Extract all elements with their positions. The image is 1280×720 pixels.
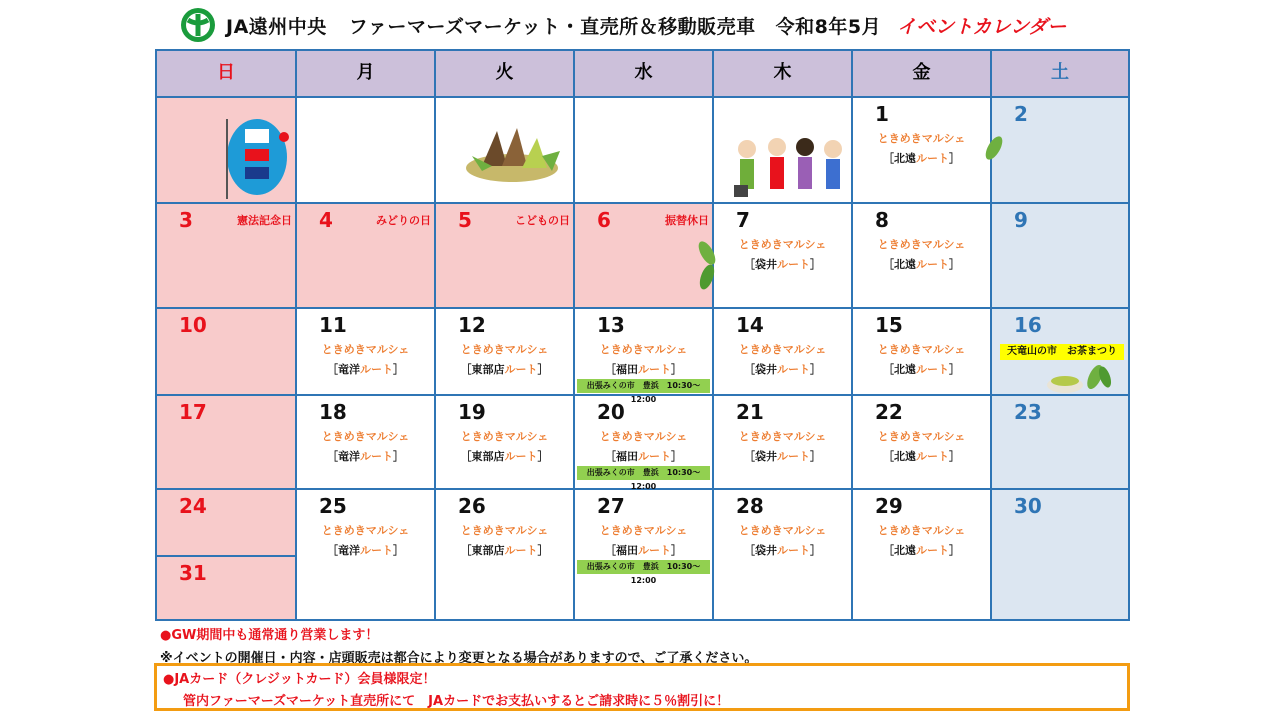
- event-name: ときめきマルシェ: [321, 430, 410, 443]
- holiday-label: みどりの日: [376, 214, 431, 227]
- route-name: 東部店: [471, 450, 505, 463]
- day-number: 23: [1014, 400, 1042, 424]
- bracket-open: ［: [605, 450, 616, 463]
- day-cell-1[interactable]: [853, 98, 992, 204]
- event-name: ときめきマルシェ: [738, 430, 827, 443]
- day-number: 20: [597, 400, 625, 424]
- route-name: 東部店: [471, 363, 505, 376]
- route-label: [853, 150, 990, 166]
- day-number: 9: [1014, 208, 1028, 232]
- day-cell-2[interactable]: [992, 98, 1130, 204]
- day-cell-20[interactable]: [575, 396, 714, 490]
- market-bar: 出張みくの市 豊浜 10:30～12:00: [577, 379, 710, 393]
- route-name: 北遠: [894, 450, 916, 463]
- period-label: 令和8年5月: [775, 15, 882, 38]
- event-name: ときめきマルシェ: [460, 524, 549, 537]
- route-name: 福田: [616, 450, 638, 463]
- bracket-open: ［: [744, 450, 755, 463]
- bracket-open: ［: [883, 544, 894, 557]
- bracket-close: ］: [949, 450, 960, 463]
- page-title: ファーマーズマーケット・直売所＆移動販売車: [348, 15, 756, 38]
- route-suffix: ルート: [360, 450, 393, 463]
- day-number: 16: [1014, 313, 1042, 337]
- route-name: 東部店: [471, 544, 505, 557]
- day-cell-24[interactable]: [157, 490, 297, 557]
- bracket-close: ］: [393, 363, 404, 376]
- bracket-open: ［: [883, 152, 894, 165]
- route-label: [853, 448, 990, 464]
- day-number: 8: [875, 208, 889, 232]
- event-name: ときめきマルシェ: [599, 430, 688, 443]
- route-label: [436, 361, 573, 377]
- day-cell-21[interactable]: [714, 396, 853, 490]
- ja-card-promo: [154, 663, 1130, 711]
- route-suffix: ルート: [638, 450, 671, 463]
- header: [178, 6, 1138, 44]
- gw-notice: ●GW期間中も通常通り営業します！: [160, 628, 379, 643]
- bracket-close: ］: [537, 544, 549, 557]
- event-name: ときめきマルシェ: [599, 524, 688, 537]
- day-number: 24: [179, 494, 207, 518]
- bracket-close: ］: [671, 450, 682, 463]
- route-label: [714, 542, 851, 558]
- route-suffix: ルート: [777, 544, 810, 557]
- route-name: 袋井: [755, 450, 777, 463]
- day-cell-31[interactable]: [157, 557, 297, 621]
- bracket-close: ］: [949, 363, 960, 376]
- koinobori-icon: [222, 109, 292, 199]
- calendar-subtitle: イベントカレンダー: [897, 15, 1067, 38]
- ja-logo-icon: [178, 6, 218, 44]
- bracket-open: ［: [883, 363, 894, 376]
- event-name: ときめきマルシェ: [877, 430, 966, 443]
- weekday-header: 水: [575, 51, 714, 98]
- route-suffix: ルート: [916, 152, 949, 165]
- route-suffix: ルート: [916, 258, 949, 271]
- bracket-open: ［: [327, 363, 338, 376]
- bracket-close: ］: [949, 258, 960, 271]
- weekday-header: 火: [436, 51, 575, 98]
- route-label: [853, 542, 990, 558]
- day-number: 13: [597, 313, 625, 337]
- day-number: 6: [597, 208, 611, 232]
- route-label: [297, 542, 434, 558]
- day-cell-22[interactable]: [853, 396, 992, 490]
- bracket-open: ［: [883, 450, 894, 463]
- route-label: [575, 542, 712, 558]
- day-number: 17: [179, 400, 207, 424]
- route-name: 北遠: [894, 544, 916, 557]
- day-cell-26[interactable]: [436, 490, 575, 621]
- bracket-close: ］: [671, 363, 682, 376]
- weekday-header: 日: [157, 51, 297, 98]
- route-name: 北遠: [894, 363, 916, 376]
- day-number: 14: [736, 313, 764, 337]
- route-suffix: ルート: [777, 450, 810, 463]
- route-suffix: ルート: [638, 363, 671, 376]
- day-cell-18[interactable]: [297, 396, 436, 490]
- bracket-close: ］: [537, 363, 549, 376]
- day-cell-15[interactable]: [853, 309, 992, 396]
- day-cell-5[interactable]: [436, 204, 575, 309]
- day-cell-14[interactable]: [714, 309, 853, 396]
- day-cell-7[interactable]: [714, 204, 853, 309]
- event-name: ときめきマルシェ: [877, 238, 966, 251]
- day-number: 12: [458, 313, 486, 337]
- route-suffix: ルート: [916, 544, 949, 557]
- bracket-open: ［: [460, 544, 472, 557]
- route-name: 北遠: [894, 152, 916, 165]
- day-number: 11: [319, 313, 347, 337]
- weekday-header: 月: [297, 51, 436, 98]
- bracket-close: ］: [671, 544, 682, 557]
- event-name: ときめきマルシェ: [877, 343, 966, 356]
- day-number: 15: [875, 313, 903, 337]
- day-cell-10[interactable]: [157, 309, 297, 396]
- weekday-header: 土: [992, 51, 1130, 98]
- market-bar: 出張みくの市 豊浜 10:30～12:00: [577, 466, 710, 480]
- tea-leaf-icon: [979, 133, 1009, 163]
- route-label: [853, 361, 990, 377]
- day-cell-11[interactable]: [297, 309, 436, 396]
- event-name: ときめきマルシェ: [877, 132, 966, 145]
- event-name: ときめきマルシェ: [321, 343, 410, 356]
- bracket-open: ［: [744, 544, 755, 557]
- day-number: 7: [736, 208, 750, 232]
- route-label: [297, 448, 434, 464]
- market-bar: 出張みくの市 豊浜 10:30～12:00: [577, 560, 710, 574]
- day-cell-3[interactable]: [157, 204, 297, 309]
- route-name: 袋井: [755, 544, 777, 557]
- bracket-close: ］: [810, 450, 821, 463]
- route-label: [575, 448, 712, 464]
- empty-cell: [575, 98, 714, 204]
- bracket-open: ［: [744, 258, 755, 271]
- calendar-grid: [155, 49, 1130, 621]
- org-name: JA遠州中央: [226, 15, 327, 38]
- event-name: ときめきマルシェ: [738, 524, 827, 537]
- day-number: 3: [179, 208, 193, 232]
- weekday-header: 金: [853, 51, 992, 98]
- route-suffix: ルート: [360, 363, 393, 376]
- route-label: [714, 448, 851, 464]
- bracket-close: ］: [810, 544, 821, 557]
- bracket-open: ［: [744, 363, 755, 376]
- day-number: 2: [1014, 102, 1028, 126]
- route-label: [714, 361, 851, 377]
- promo-title: ●JAカード（クレジットカード）会員様限定！: [163, 672, 436, 687]
- bracket-close: ］: [810, 258, 821, 271]
- day-number: 5: [458, 208, 472, 232]
- day-number: 28: [736, 494, 764, 518]
- day-number: 26: [458, 494, 486, 518]
- bracket-close: ］: [393, 450, 404, 463]
- promo-detail: 管内ファーマーズマーケット直売所にて JAカードでお支払いするとご請求時に５％割引に！: [183, 694, 730, 709]
- day-cell-19[interactable]: [436, 396, 575, 490]
- day-cell-12[interactable]: [436, 309, 575, 396]
- day-cell-25[interactable]: [297, 490, 436, 621]
- route-label: [436, 448, 573, 464]
- day-cell-28[interactable]: [714, 490, 853, 621]
- day-cell-8[interactable]: [853, 204, 992, 309]
- bracket-close: ］: [810, 363, 821, 376]
- route-name: 竜洋: [338, 544, 360, 557]
- bracket-open: ［: [327, 450, 338, 463]
- route-name: 竜洋: [338, 450, 360, 463]
- day-cell-23[interactable]: [992, 396, 1130, 490]
- bamboo-shoot-icon: [462, 126, 562, 186]
- day-number: 22: [875, 400, 903, 424]
- day-number: 1: [875, 102, 889, 126]
- route-suffix: ルート: [504, 544, 538, 557]
- route-name: 北遠: [894, 258, 916, 271]
- route-name: 袋井: [755, 258, 777, 271]
- route-label: [297, 361, 434, 377]
- route-label: [436, 542, 573, 558]
- holiday-label: こどもの日: [515, 214, 570, 227]
- weekday-header: 木: [714, 51, 853, 98]
- route-suffix: ルート: [777, 258, 810, 271]
- day-cell-17[interactable]: [157, 396, 297, 490]
- day-number: 31: [179, 561, 207, 585]
- day-number: 18: [319, 400, 347, 424]
- route-suffix: ルート: [504, 450, 538, 463]
- route-suffix: ルート: [360, 544, 393, 557]
- event-name: ときめきマルシェ: [460, 430, 549, 443]
- day-number: 30: [1014, 494, 1042, 518]
- route-suffix: ルート: [916, 363, 949, 376]
- event-name: ときめきマルシェ: [738, 343, 827, 356]
- route-suffix: ルート: [504, 363, 538, 376]
- route-suffix: ルート: [777, 363, 810, 376]
- notes: [160, 624, 757, 666]
- day-number: 10: [179, 313, 207, 337]
- bracket-close: ］: [949, 544, 960, 557]
- route-suffix: ルート: [638, 544, 671, 557]
- route-name: 袋井: [755, 363, 777, 376]
- bracket-close: ］: [949, 152, 960, 165]
- holiday-label: 振替休日: [665, 214, 709, 227]
- event-name: ときめきマルシェ: [460, 343, 549, 356]
- bracket-open: ［: [605, 363, 616, 376]
- route-label: [853, 256, 990, 272]
- bracket-open: ［: [460, 450, 472, 463]
- day-cell-30[interactable]: [992, 490, 1130, 621]
- bracket-close: ］: [393, 544, 404, 557]
- day-cell-29[interactable]: [853, 490, 992, 621]
- route-label: [575, 361, 712, 377]
- disclaimer: ※イベントの開催日・内容・店頭販売は都合により変更となる場合がありますので、ご了承ください。: [160, 651, 758, 666]
- bracket-open: ［: [460, 363, 472, 376]
- day-number: 27: [597, 494, 625, 518]
- bracket-close: ］: [537, 450, 549, 463]
- event-name: ときめきマルシェ: [877, 524, 966, 537]
- day-number: 21: [736, 400, 764, 424]
- empty-cell: [297, 98, 436, 204]
- day-number: 29: [875, 494, 903, 518]
- day-number: 25: [319, 494, 347, 518]
- tea-leaf-icon: [692, 239, 722, 295]
- bracket-open: ［: [327, 544, 338, 557]
- day-cell-13[interactable]: [575, 309, 714, 404]
- bracket-open: ［: [605, 544, 616, 557]
- green-tea-icon: [1043, 359, 1113, 395]
- route-name: 福田: [616, 363, 638, 376]
- event-name: ときめきマルシェ: [321, 524, 410, 537]
- day-cell-27[interactable]: [575, 490, 714, 621]
- holiday-label: 憲法記念日: [237, 214, 292, 227]
- special-event: 天竜山の市 お茶まつり: [1000, 344, 1124, 360]
- day-number: 19: [458, 400, 486, 424]
- event-name: ときめきマルシェ: [738, 238, 827, 251]
- route-label: [714, 256, 851, 272]
- route-name: 福田: [616, 544, 638, 557]
- day-cell-9[interactable]: [992, 204, 1130, 309]
- event-name: ときめきマルシェ: [599, 343, 688, 356]
- day-cell-4[interactable]: [297, 204, 436, 309]
- route-name: 竜洋: [338, 363, 360, 376]
- route-suffix: ルート: [916, 450, 949, 463]
- day-number: 4: [319, 208, 333, 232]
- bracket-open: ［: [883, 258, 894, 271]
- travelers-icon: [732, 129, 862, 201]
